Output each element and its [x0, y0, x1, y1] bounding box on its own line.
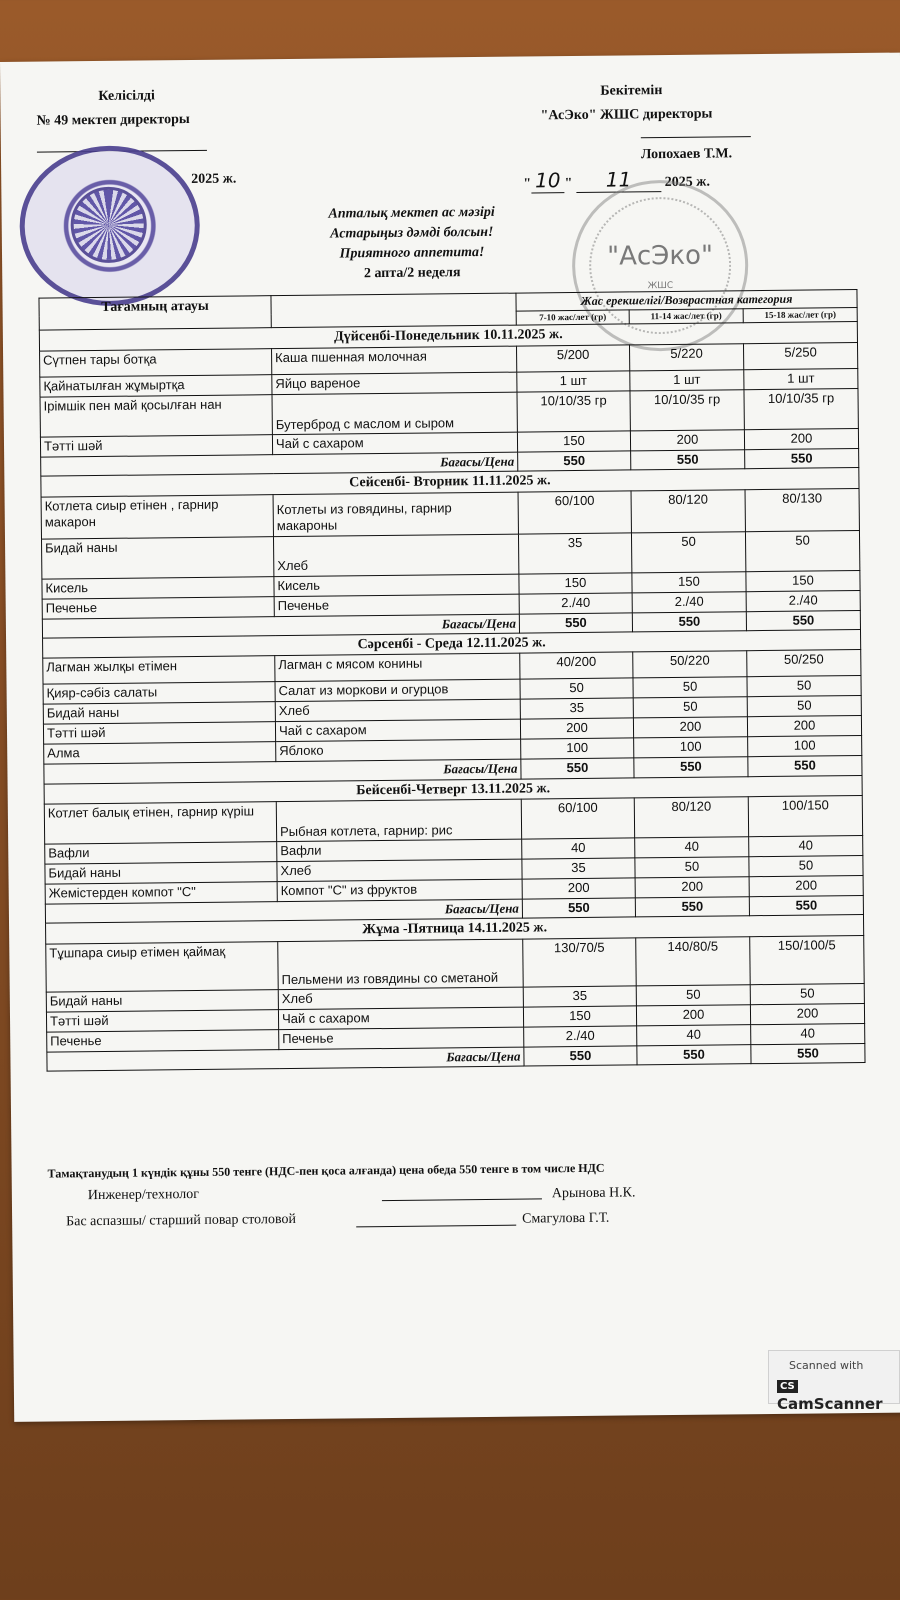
dish-name-ru: Хлеб	[277, 859, 522, 882]
engineer-signature-line	[382, 1198, 542, 1201]
right-approval-role: "АсЭко" ЖШС директоры	[540, 106, 713, 124]
dish-name-ru: Каша пшенная молочная	[272, 346, 517, 375]
portion-7-10: 130/70/5	[523, 938, 636, 987]
portion-11-14: 5/220	[629, 343, 743, 370]
price-value: 550	[635, 897, 749, 917]
portion-15-18: 50	[747, 696, 861, 717]
age-header-15-18: 15-18 жас/лет (гр)	[743, 308, 857, 323]
price-value: 550	[748, 756, 862, 776]
portion-7-10: 2./40	[524, 1026, 637, 1047]
portion-15-18: 2./40	[746, 590, 860, 611]
portion-7-10: 35	[518, 532, 631, 573]
menu-title-kz: Апталық мектеп ас мәзірі	[328, 204, 495, 222]
dish-name-ru: Яблоко	[276, 739, 521, 762]
wish-ru: Приятного аппетита!	[339, 244, 485, 262]
portion-15-18: 100	[748, 736, 862, 757]
dish-name-kz: Тәтті шәй	[43, 722, 275, 744]
camscanner-logo-icon: CS	[777, 1380, 798, 1393]
portion-15-18: 40	[749, 836, 863, 857]
left-approval-date: 2025 ж.	[191, 171, 237, 188]
age-header-11-14: 11-14 жас/лет (гр)	[629, 309, 743, 324]
price-label: Бағасы/Цена	[44, 759, 521, 783]
dish-name-kz: Тәтті шәй	[46, 1009, 278, 1031]
portion-11-14: 80/120	[634, 797, 748, 838]
day-header: Сәрсенбі - Среда 12.11.2025 ж.	[43, 629, 861, 658]
dish-name-kz: Печенье	[42, 596, 274, 618]
portion-15-18: 50	[747, 676, 861, 697]
dish-name-ru: Лагман с мясом конины	[275, 653, 520, 682]
dish-name-ru: Хлеб	[273, 534, 518, 577]
price-value: 550	[637, 1044, 751, 1064]
cook-role: Бас аспазшы/ старший повар столовой	[66, 1211, 296, 1230]
portion-15-18: 50	[750, 983, 864, 1004]
dish-name-ru: Пельмени из говядины со сметаной	[278, 939, 523, 990]
dish-name-kz: Печенье	[47, 1029, 279, 1051]
date-month: 11	[576, 167, 662, 193]
portion-7-10: 1 шт	[517, 371, 630, 392]
portion-11-14: 150	[632, 571, 746, 592]
portion-7-10: 35	[520, 698, 633, 719]
dish-name-kz: Вафли	[45, 842, 277, 864]
portion-11-14: 50	[636, 984, 750, 1005]
portion-7-10: 150	[517, 431, 630, 452]
price-label: Бағасы/Цена	[41, 452, 518, 476]
dish-name-kz: Бидай наны	[43, 702, 275, 724]
dish-name-kz: Котлет балық етінен, гарнир күріш	[44, 802, 276, 844]
portion-7-10: 40/200	[520, 652, 633, 679]
portion-11-14: 50	[631, 531, 745, 572]
age-header-7-10: 7-10 жас/лет (гр)	[516, 310, 629, 325]
left-approval-role: № 49 мектеп директоры	[36, 112, 190, 129]
portion-11-14: 2./40	[632, 591, 746, 612]
portion-11-14: 50	[633, 697, 747, 718]
portion-7-10: 100	[521, 738, 634, 759]
portion-11-14: 50/220	[633, 651, 747, 678]
camscanner-watermark	[768, 1350, 900, 1413]
engineer-name: Арынова Н.К.	[551, 1185, 636, 1202]
dish-name-kz: Сүтпен тары ботқа	[40, 348, 272, 376]
portion-15-18: 200	[750, 1003, 864, 1024]
dish-name-ru: Котлеты из говядины, гарнир макароны	[273, 492, 518, 537]
price-label: Бағасы/Цена	[42, 614, 519, 638]
dish-name-kz: Тұшпара сиыр етімен қаймақ	[46, 941, 278, 991]
dish-name-ru: Чай с сахаром	[278, 1007, 523, 1030]
dish-name-kz: Тәтті шәй	[40, 434, 272, 456]
portion-15-18: 50	[749, 856, 863, 877]
portion-15-18: 200	[749, 876, 863, 897]
table-row	[46, 935, 864, 992]
portion-7-10: 150	[523, 1006, 636, 1027]
portion-15-18: 50/250	[747, 650, 861, 677]
dish-name-kz: Бидай наны	[46, 989, 278, 1011]
portion-15-18: 50	[745, 530, 859, 571]
dish-name-kz: Қайнатылған жұмыртқа	[40, 374, 272, 396]
portion-11-14: 10/10/35 гр	[630, 389, 744, 430]
portion-7-10: 35	[523, 986, 636, 1007]
portion-11-14: 50	[635, 857, 749, 878]
price-value: 550	[634, 757, 748, 777]
portion-15-18: 150	[746, 570, 860, 591]
dish-name-kz: Бидай наны	[41, 536, 273, 578]
price-value: 550	[745, 448, 859, 468]
menu-table	[38, 289, 865, 1072]
portion-15-18: 5/250	[743, 342, 857, 369]
date-year: 2025 ж.	[664, 174, 710, 191]
portion-7-10: 200	[520, 718, 633, 739]
dish-name-ru: Хлеб	[278, 987, 523, 1010]
portion-11-14: 80/120	[631, 489, 745, 532]
portion-11-14: 200	[633, 717, 747, 738]
portion-15-18: 150/100/5	[750, 935, 865, 984]
price-value: 550	[631, 449, 745, 469]
day-header: Дүйсенбі-Понедельник 10.11.2025 ж.	[39, 322, 857, 351]
day-header: Сейсенбі- Вторник 11.11.2025 ж.	[41, 468, 859, 497]
portion-15-18: 40	[751, 1023, 865, 1044]
price-label: Бағасы/Цена	[45, 899, 522, 923]
camscanner-line1: Scanned with	[789, 1359, 864, 1372]
date-day: 10	[531, 168, 565, 193]
day-header: Бейсенбі-Четверг 13.11.2025 ж.	[44, 775, 862, 804]
dish-name-ru: Рыбная котлета, гарнир: рис	[276, 799, 521, 842]
dish-name-kz: Ірімшік пен май қосылған нан	[40, 394, 272, 436]
portion-11-14: 40	[637, 1024, 751, 1045]
column-header-blank	[271, 293, 516, 328]
portion-15-18: 1 шт	[744, 368, 858, 389]
portion-7-10: 10/10/35 гр	[517, 391, 630, 432]
dish-name-ru: Компот "С" из фруктов	[277, 879, 522, 902]
dish-name-kz: Котлета сиыр етінен , гарнир макарон	[41, 494, 273, 538]
dish-name-ru: Хлеб	[275, 699, 520, 722]
portion-11-14: 200	[630, 429, 744, 450]
portion-11-14: 140/80/5	[636, 936, 750, 985]
portion-15-18: 200	[747, 716, 861, 737]
cook-name: Смагулова Г.Т.	[522, 1210, 610, 1227]
right-signer-name: Лопохаев Т.М.	[640, 146, 733, 163]
left-approval-title: Келісілді	[98, 88, 155, 104]
day-header: Жұма -Пятница 14.11.2025 ж.	[46, 915, 864, 944]
portion-15-18: 200	[744, 428, 858, 449]
portion-15-18: 10/10/35 гр	[744, 388, 858, 429]
engineer-role: Инженер/технолог	[87, 1186, 200, 1204]
dish-name-kz: Жемістерден компот "С"	[45, 882, 277, 904]
portion-15-18: 100/150	[748, 796, 862, 837]
price-value: 550	[521, 758, 634, 778]
portion-11-14: 50	[633, 677, 747, 698]
portion-7-10: 35	[522, 858, 635, 879]
dish-name-kz: Бидай наны	[45, 862, 277, 884]
week-label: 2 апта/2 неделя	[363, 265, 461, 282]
price-note: Тамақтанудың 1 күндік құны 550 тенге (НДС-пен қоса алғанда) цена обеда 550 тенге в том числе НДС	[47, 1160, 605, 1181]
dish-name-kz: Лагман жылқы етімен	[43, 656, 275, 684]
price-label: Бағасы/Цена	[47, 1047, 524, 1071]
dish-name-kz: Қияр-сәбіз салаты	[43, 682, 275, 704]
portion-7-10: 200	[522, 878, 635, 899]
portion-7-10: 50	[520, 678, 633, 699]
portion-15-18: 80/130	[745, 488, 859, 531]
dish-name-ru: Чай с сахаром	[272, 432, 517, 455]
price-value: 550	[746, 610, 860, 630]
portion-7-10: 40	[522, 838, 635, 859]
portion-11-14: 100	[634, 737, 748, 758]
dish-name-ru: Чай с сахаром	[275, 719, 520, 742]
column-header-name: Тағамның атауы	[39, 296, 271, 331]
price-value: 550	[524, 1046, 637, 1066]
portion-7-10: 2./40	[519, 592, 632, 613]
price-value: 550	[751, 1043, 865, 1063]
price-value: 550	[632, 611, 746, 631]
dish-name-ru: Кисель	[274, 574, 519, 597]
stamp-sub-text: ЖШС	[647, 280, 674, 292]
portion-11-14: 200	[635, 877, 749, 898]
price-value: 550	[749, 896, 863, 916]
portion-11-14: 200	[636, 1004, 750, 1025]
right-approval-date: " 10 " 11 2025 ж.	[523, 167, 710, 193]
dish-name-ru: Вафли	[277, 839, 522, 862]
price-value: 550	[522, 898, 635, 918]
price-value: 550	[518, 451, 631, 471]
cook-signature-line	[356, 1225, 516, 1228]
portion-7-10: 60/100	[518, 490, 631, 533]
portion-7-10: 150	[519, 572, 632, 593]
document-page	[0, 53, 900, 1422]
column-header-category: Жас ерекшелігі/Возврастная категория	[516, 290, 857, 312]
dish-name-kz: Кисель	[42, 576, 274, 598]
portion-11-14: 40	[635, 837, 749, 858]
dish-name-ru: Салат из моркови и огурцов	[275, 679, 520, 702]
portion-7-10: 60/100	[521, 798, 634, 839]
wish-kz: Астарыңыз дәмді болсын!	[330, 224, 494, 242]
dish-name-ru: Бутерброд с маслом и сыром	[272, 392, 517, 435]
dish-name-ru: Печенье	[274, 594, 519, 617]
camscanner-line2	[777, 1377, 899, 1413]
dish-name-ru: Печенье	[279, 1027, 524, 1050]
portion-7-10: 5/200	[517, 345, 630, 372]
dish-name-kz: Алма	[44, 742, 276, 764]
camscanner-brand: CamScanner	[777, 1395, 883, 1413]
right-approval-title: Бекітемін	[600, 83, 663, 99]
portion-11-14: 1 шт	[630, 369, 744, 390]
price-value: 550	[519, 612, 632, 632]
right-signature-line	[641, 136, 751, 138]
dish-name-ru: Яйцо вареное	[272, 372, 517, 395]
stamp-company-text: "АсЭко"	[607, 240, 714, 272]
